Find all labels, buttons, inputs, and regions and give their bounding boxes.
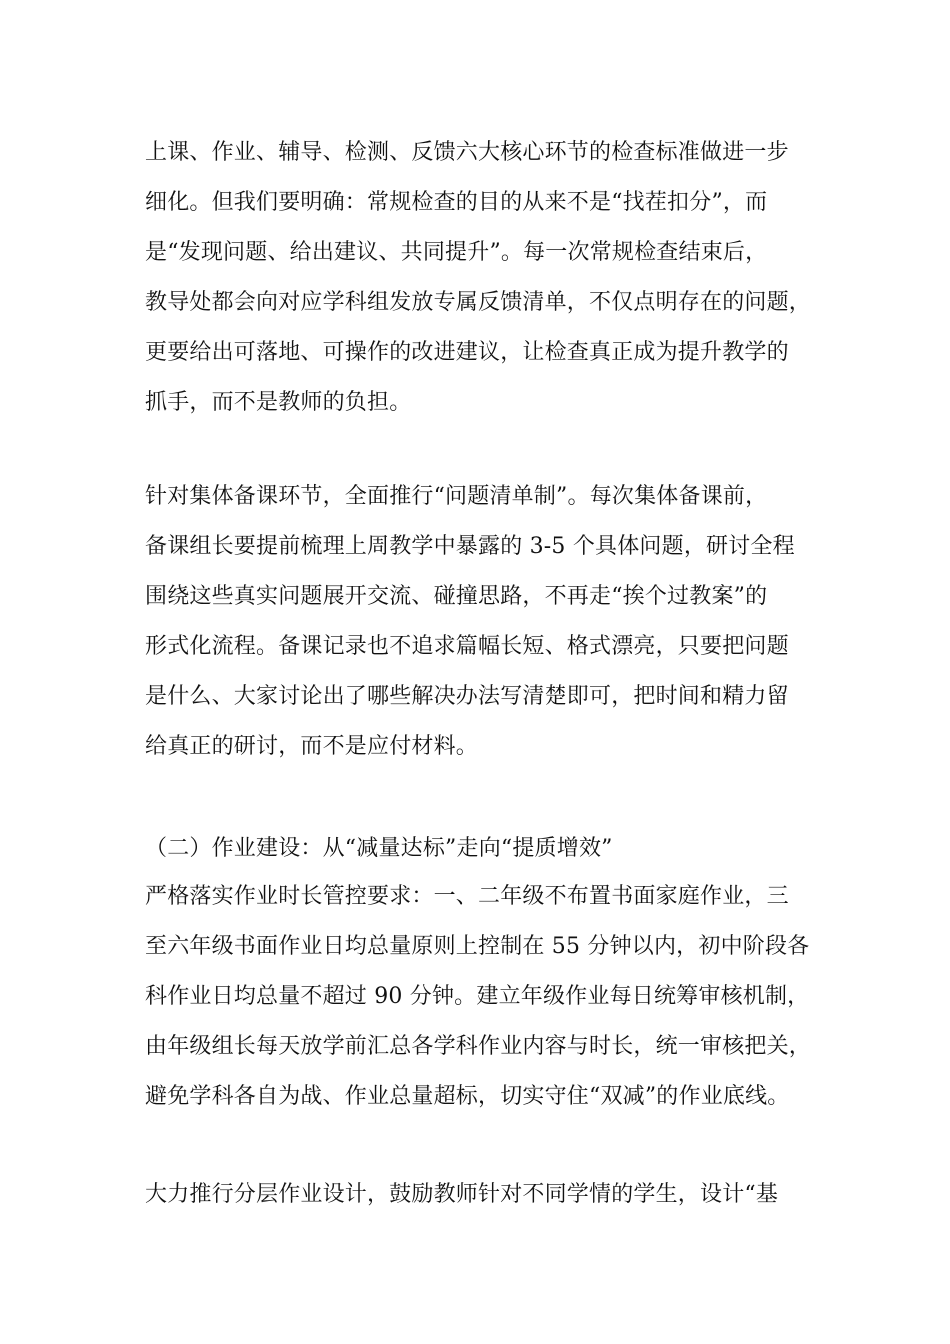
paragraph-inspection-standards: [145, 128, 845, 428]
text-line: 是“发现问题、给出建议、共同提升”。每一次常规检查结束后，: [145, 240, 768, 265]
heading-text: （二）作业建设：从“减量达标”走向“提质增效”: [145, 836, 613, 861]
text-line: 抓手，而不是教师的负担。: [145, 390, 412, 415]
text-line: 更要给出可落地、可操作的改进建议，让检查真正成为提升教学的: [145, 340, 789, 365]
text-line: 严格落实作业时长管控要求：一、二年级不布置书面家庭作业，三: [145, 884, 789, 909]
text-line: 细化。但我们要明确：常规检查的目的从来不是“找茬扣分”，而: [145, 190, 768, 215]
text-line: 围绕这些真实问题展开交流、碰撞思路，不再走“挨个过教案”的: [145, 584, 768, 609]
paragraph-layered-homework: [145, 1170, 845, 1220]
paragraph-homework-time-control: [145, 872, 845, 1122]
text-line: 至六年级书面作业日均总量原则上控制在 55 分钟以内，初中阶段各: [145, 934, 810, 959]
text-line: 备课组长要提前梳理上周教学中暴露的 3-5 个具体问题，研讨全程: [145, 534, 795, 559]
text-line: 针对集体备课环节，全面推行“问题清单制”。每次集体备课前，: [145, 484, 768, 509]
text-line: 上课、作业、辅导、检测、反馈六大核心环节的检查标准做进一步: [145, 140, 789, 165]
text-line: 形式化流程。备课记录也不追求篇幅长短、格式漂亮，只要把问题: [145, 634, 789, 659]
section-heading: [145, 824, 845, 874]
text-line: 是什么、大家讨论出了哪些解决办法写清楚即可，把时间和精力留: [145, 684, 789, 709]
text-line: 教导处都会向对应学科组发放专属反馈清单，不仅点明存在的问题，: [145, 290, 812, 315]
text-line: 大力推行分层作业设计，鼓励教师针对不同学情的学生，设计“基: [145, 1182, 779, 1207]
text-line: 给真正的研讨，而不是应付材料。: [145, 734, 479, 759]
paragraph-collective-lesson-prep: [145, 472, 845, 772]
text-line: 由年级组长每天放学前汇总各学科作业内容与时长，统一审核把关，: [145, 1034, 812, 1059]
text-line: 科作业日均总量不超过 90 分钟。建立年级作业每日统筹审核机制，: [145, 984, 810, 1009]
text-line: 避免学科各自为战、作业总量超标，切实守住“双减”的作业底线。: [145, 1084, 790, 1109]
